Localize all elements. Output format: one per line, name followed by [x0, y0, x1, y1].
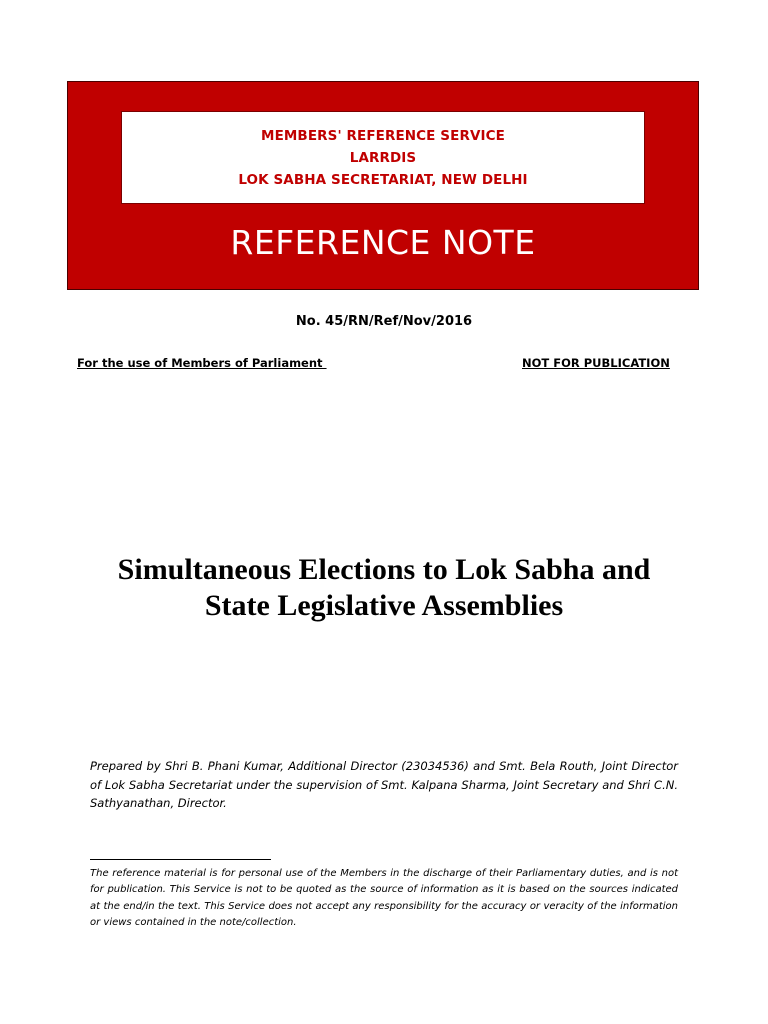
prepared-by-paragraph: Prepared by Shri B. Phani Kumar, Additional Director (23034536) and Smt. Bela Routh, Joint Director of Lok Sabha Secretariat under the supervision of Smt. Kalpana Sharma, Joint Secretary and Shri C.N. Sathyanathan, Director.	[90, 759, 678, 810]
reference-note-banner	[67, 81, 699, 290]
document-title-line-1: Simultaneous Elections to Lok Sabha and	[117, 553, 651, 586]
reference-number: No. 45/RN/Ref/Nov/2016	[295, 314, 473, 329]
banner-title: REFERENCE NOTE	[230, 223, 536, 262]
service-header-box	[121, 111, 645, 204]
members-use-notice: For the use of Members of Parliament	[77, 356, 327, 370]
division-name: LARRDIS	[349, 149, 417, 166]
not-for-publication-notice: NOT FOR PUBLICATION	[522, 356, 670, 370]
secretariat-name: LOK SABHA SECRETARIAT, NEW DELHI	[238, 171, 528, 188]
document-title	[60, 552, 708, 624]
footnote-divider	[90, 859, 271, 860]
service-name: MEMBERS' REFERENCE SERVICE	[261, 127, 505, 144]
document-title-line-2: State Legislative Assemblies	[204, 589, 564, 622]
disclaimer-footnote: The reference material is for personal use of the Members in the discharge of their Parliamentary duties, and is not for publication. This Service is not to be quoted as the source of information as it is based on the sources indicated at the end/in the text. This Service does not accept any responsibility for the accuracy or veracity of the information or views contained in the note/collection.	[90, 868, 678, 928]
